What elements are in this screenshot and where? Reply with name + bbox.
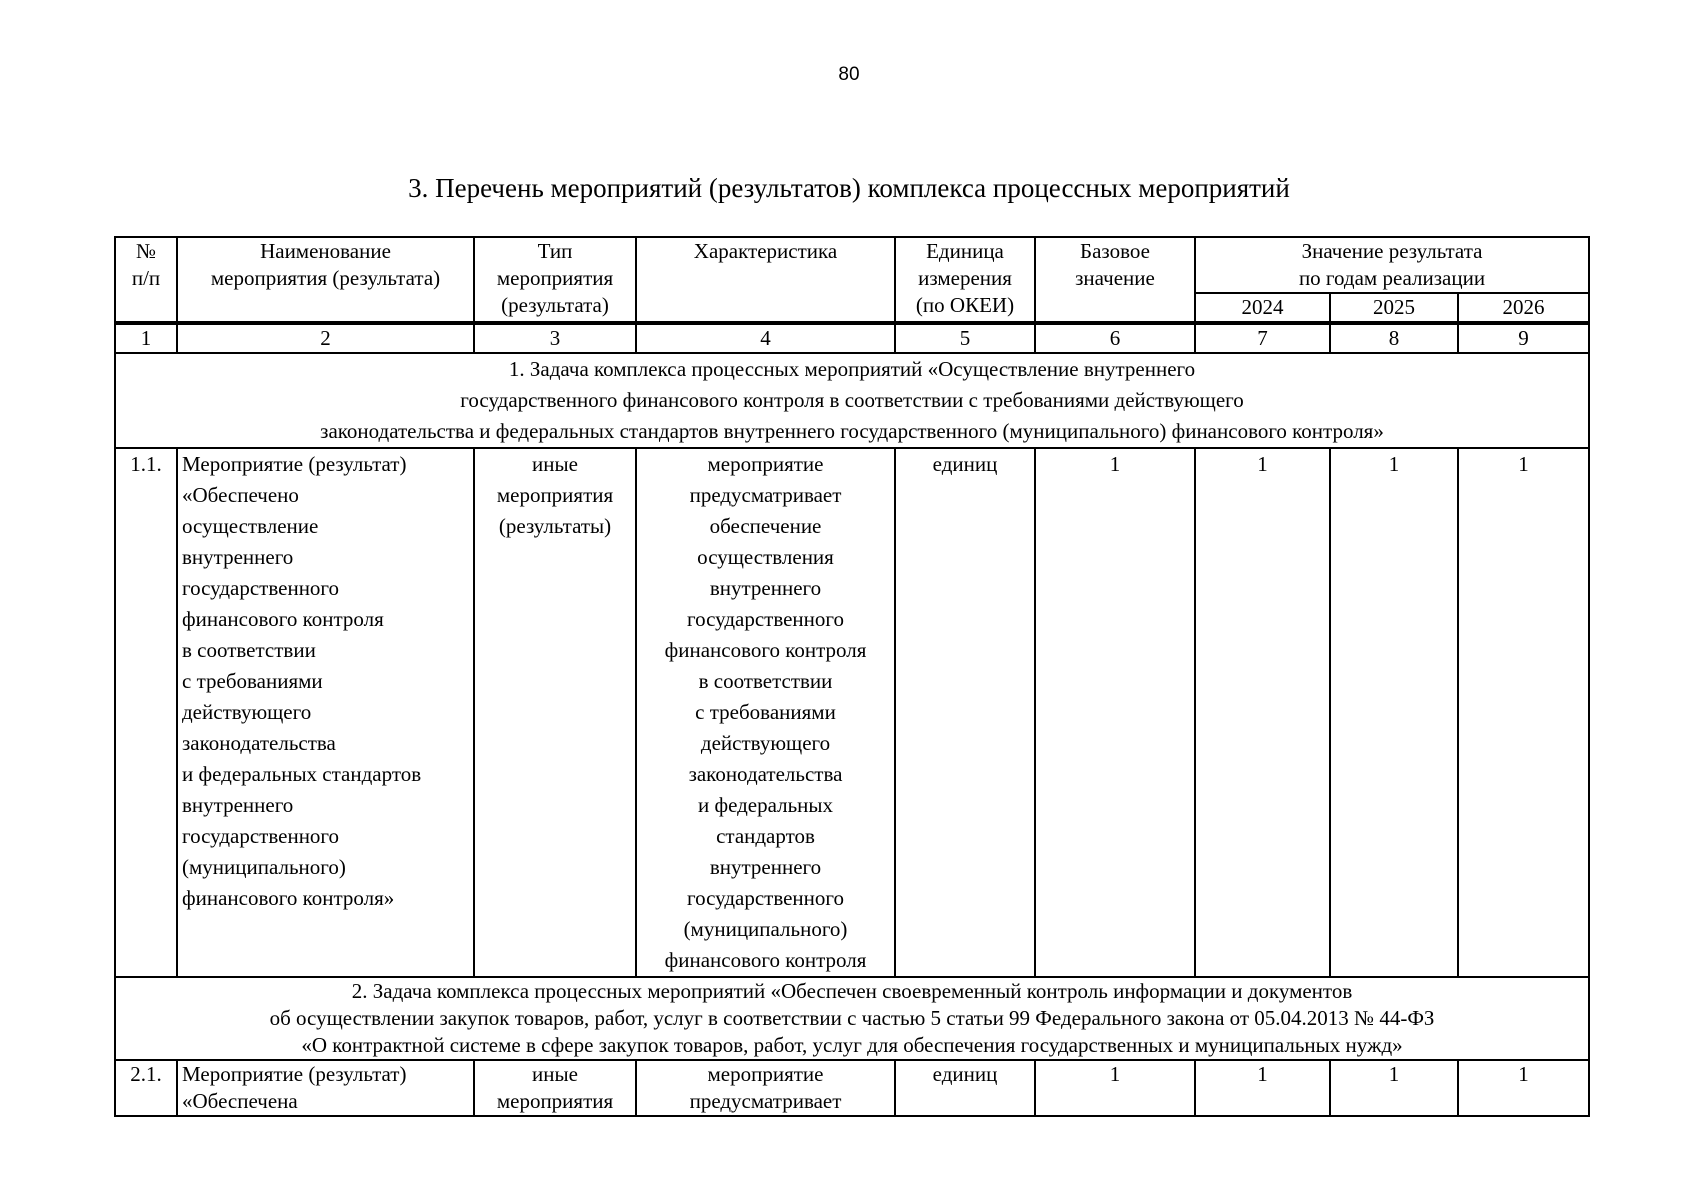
unit-cell: единиц — [895, 448, 1035, 977]
section-heading-1 — [115, 353, 1589, 448]
value-2025-cell: 1 — [1330, 448, 1458, 977]
table-row — [115, 1060, 1589, 1116]
section-heading-2 — [115, 977, 1589, 1060]
column-numbers-row — [115, 323, 1589, 353]
section-1-text: 1. Задача комплекса процессных мероприятий «Осуществление внутреннего государственного финансового контроля в соответствии с требованиями действующего законодательства и федеральных стандартов внутреннего государственного (муниципального) финансового контроля» — [115, 353, 1589, 448]
column-number: 6 — [1035, 323, 1195, 353]
table-row — [115, 448, 1589, 977]
column-number: 1 — [115, 323, 177, 353]
measure-characteristic: мероприятие предусматривает обеспечение осуществления внутреннего государственного финансового контроля в соответствии с требованиями действующего законодательства и федеральных стандартов внутреннего государственного (муниципального) финансового контроля — [636, 448, 895, 977]
row-number: 2.1. — [115, 1060, 177, 1116]
header-year-2024: 2024 — [1195, 293, 1330, 323]
header-col-name: Наименование мероприятия (результата) — [177, 237, 474, 323]
value-2024-cell: 1 — [1195, 448, 1330, 977]
page-number: 80 — [838, 64, 860, 85]
header-col-number: № п/п — [115, 237, 177, 323]
measure-type: иные мероприятия (результаты) — [474, 448, 636, 977]
value-2024-cell: 1 — [1195, 1060, 1330, 1116]
header-col-characteristic: Характеристика — [636, 237, 895, 323]
column-number: 3 — [474, 323, 636, 353]
measure-type: иные мероприятия — [474, 1060, 636, 1116]
table-title: 3. Перечень мероприятий (результатов) комплекса процессных мероприятий — [408, 173, 1290, 203]
value-2025-cell: 1 — [1330, 1060, 1458, 1116]
base-value-cell: 1 — [1035, 1060, 1195, 1116]
header-row-1 — [115, 237, 1589, 293]
column-number: 9 — [1458, 323, 1589, 353]
column-number: 2 — [177, 323, 474, 353]
section-2-text: 2. Задача комплекса процессных мероприятий «Обеспечен своевременный контроль информации и документов об осуществлении закупок товаров, работ, услуг в соответствии с частью 5 статьи 99 Федерального закона от 05.04.2013 № 44-ФЗ «О контрактной системе в сфере закупок товаров, работ, услуг для обеспечения государственных и муниципальных нужд» — [115, 977, 1589, 1060]
measure-name: Мероприятие (результат) «Обеспечена — [177, 1060, 474, 1116]
column-number: 5 — [895, 323, 1035, 353]
row-number: 1.1. — [115, 448, 177, 977]
measure-characteristic: мероприятие предусматривает — [636, 1060, 895, 1116]
measures-table — [114, 236, 1590, 1117]
header-year-2025: 2025 — [1330, 293, 1458, 323]
column-number: 8 — [1330, 323, 1458, 353]
measure-name: Мероприятие (результат) «Обеспечено осуществление внутреннего государственного финансового контроля в соответствии с требованиями действующего законодательства и федеральных стандартов внутреннего государственного (муниципального) финансового контроля» — [177, 448, 474, 977]
value-2026-cell: 1 — [1458, 1060, 1589, 1116]
column-number: 7 — [1195, 323, 1330, 353]
header-years-group: Значение результата по годам реализации — [1195, 237, 1589, 293]
base-value-cell: 1 — [1035, 448, 1195, 977]
header-col-type: Тип мероприятия (результата) — [474, 237, 636, 323]
header-year-2026: 2026 — [1458, 293, 1589, 323]
value-2026-cell: 1 — [1458, 448, 1589, 977]
header-col-base-value: Базовое значение — [1035, 237, 1195, 323]
unit-cell: единиц — [895, 1060, 1035, 1116]
header-col-unit: Единица измерения (по ОКЕИ) — [895, 237, 1035, 323]
column-number: 4 — [636, 323, 895, 353]
